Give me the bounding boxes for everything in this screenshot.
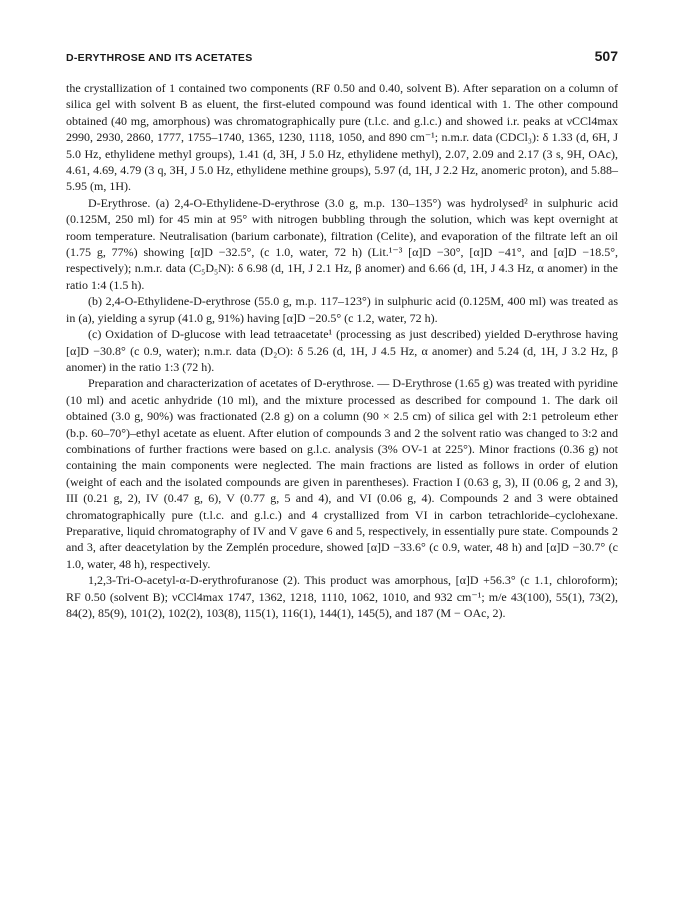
paragraph-erythrose-c: (c) Oxidation of D-glucose with lead tetraacetate¹ (processing as just described) yielded D-erythrose having [α]D −30.8° (c 0.9, water); n.m.r. data (D₂O): δ 5.26 (d, 1H, J 4.5 Hz, α anomer) and 5.24 (d, 1H, J 3.2 Hz, β anomer) in the ratio 1:3 (72 h). xyxy=(66,327,618,374)
paragraph-triacetyl: 1,2,3-Tri-O-acetyl-α-D-erythrofuranose (2). This product was amorphous, [α]D +56.3° (c 1.1, chloroform); RF 0.50 (solvent B); νCCl4max 1747, 1362, 1218, 1110, 1062, 1010, and 932 cm⁻¹; m/e 43(100), 55(1), 73(2), 84(2), 85(9), 101(2), 102(2), 103(8), 115(1), 116(1), 144(1), 145(5), and 187 (M − OAc, 2). xyxy=(66,573,618,620)
paragraph-acetates: Preparation and characterization of acetates of D-erythrose. — D-Erythrose (1.65 g) was treated with pyridine (10 ml) and acetic anhydride (10 ml), and the mixture processed as described for compound 1. The dark oil obtained (3.0 g, 90%) was fractionated (2.8 g) on a column (90 × 2.5 cm) of silica gel with 2:1 petroleum ether (b.p. 60–70°)–ethyl acetate as eluent. After elution of compounds 3 and 2 the solvent ratio was changed to 3:2 and combinations of further fractions were based on g.l.c. analysis (3% OV-1 at 225°). Minor fractions (0.36 g) not containing the main components were neglected. The main fractions are listed as follows in order of elution (weight of each and the isolated compounds are given in parentheses). Fraction I (0.63 g, 3), II (0.06 g, 2 and 3), III (0.21 g, 2), IV (0.47 g, 6), V (0.77 g, 5 and 4), and VI (0.06 g, 4). Compounds 2 and 3 were obtained chromatographically pure (t.l.c. and g.l.c.) and 4 crystallized from VI in carbon tetrachloride–cyclohexane. Preparative, liquid chromatography of IV and V gave 6 and 5, respectively, in essentially pure state. Compounds 2 and 3, after deacetylation by the Zemplén procedure, showed [α]D −33.6° (c 0.9, water, 48 h) and [α]D −30.7° (c 1.0, water, 48 h), respectively. xyxy=(66,376,618,571)
running-head: D-ERYTHROSE AND ITS ACETATES xyxy=(66,52,253,64)
article-body xyxy=(66,80,618,621)
page-header xyxy=(66,48,618,70)
paragraph-erythrose-a: D-Erythrose. (a) 2,4-O-Ethylidene-D-erythrose (3.0 g, m.p. 130–135°) was hydrolysed² in sulphuric acid (0.125M, 250 ml) for 45 min at 95° with nitrogen bubbling through the solution, which was kept overnight at room temperature. Neutralisation (barium carbonate), filtration (Celite), and evaporation of the filtrate left an oil (1.75 g, 77%) showing [α]D −32.5°, (c 1.0, water, 72 h) (Lit.¹⁻³ [α]D −30°, [α]D −41°, and [α]D −18.5°, respectively); n.m.r. data (C₅D₅N): δ 6.98 (d, 1H, J 2.1 Hz, β anomer) and 6.66 (d, 1H, J 4.3 Hz, α anomer) in the ratio 1:4 (1.5 h). xyxy=(66,195,618,292)
paragraph-continuation: the crystallization of 1 contained two components (RF 0.50 and 0.40, solvent B). After separation on a column of silica gel with solvent B as eluent, the first-eluted compound was found identical with 1. The other compound obtained (40 mg, amorphous) was chromatographically pure (t.l.c. and g.l.c.) and showed i.r. peaks at νCCl4max 2990, 2930, 2860, 1777, 1755–1740, 1365, 1230, 1118, 1050, and 890 cm⁻¹; n.m.r. data (CDCl₃): δ 1.33 (d, 6H, J 5.0 Hz, ethylidene methyl groups), 1.41 (d, 3H, J 5.0 Hz, ethylidene methyl), 2.07, 2.09 and 2.17 (3 s, 9H, OAc), 4.61, 4.69, 4.79 (3 q, 3H, J 5.0 Hz, ethylidene methine groups), 5.97 (d, 1H, J 2.2 Hz, anomeric proton), and 5.88–5.95 (m, 1H). xyxy=(66,81,618,194)
page-number: 507 xyxy=(594,48,618,64)
paragraph-erythrose-b: (b) 2,4-O-Ethylidene-D-erythrose (55.0 g, m.p. 117–123°) in sulphuric acid (0.125M, 400 ml) was treated as in (a), yielding a syrup (41.0 g, 91%) having [α]D −20.5° (c 1.2, water, 72 h). xyxy=(66,294,618,325)
